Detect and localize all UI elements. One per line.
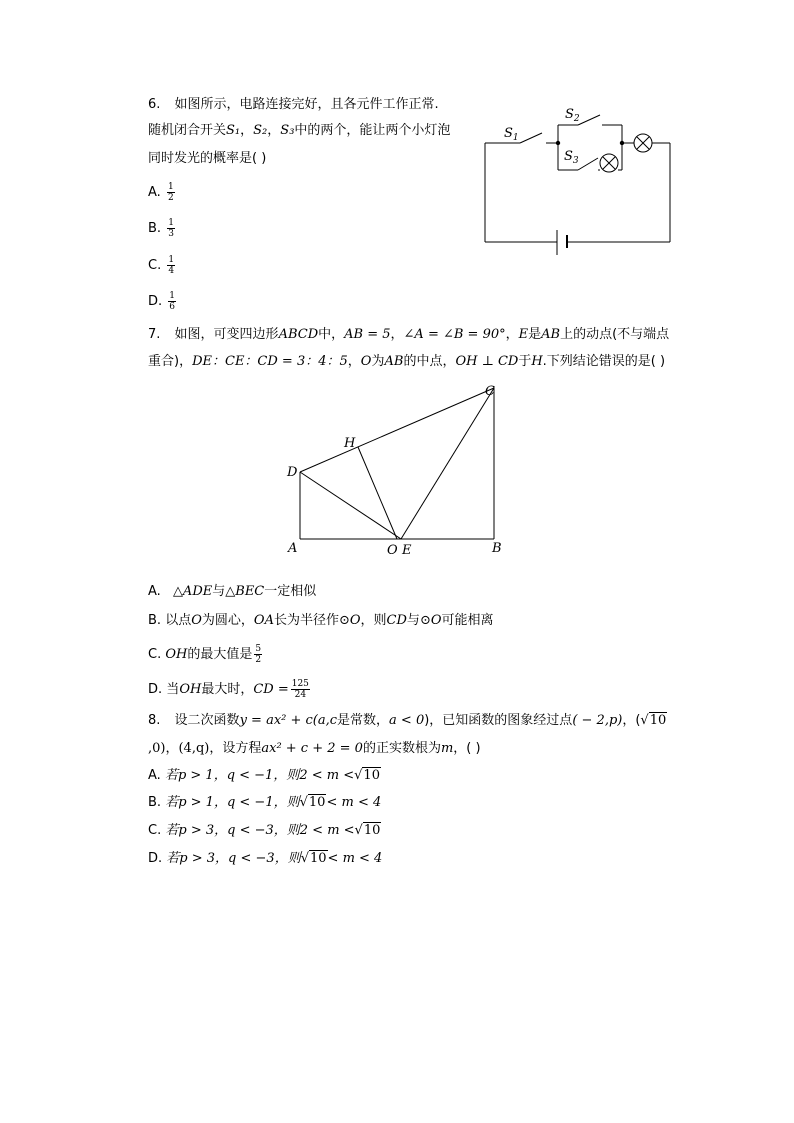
q7a-t3: △BEC xyxy=(225,584,265,599)
q7-t1c: 中， xyxy=(318,327,345,342)
q6-sep2: ， xyxy=(267,123,281,138)
q8a-cond: 若p > 1，q < −1，则 xyxy=(164,768,300,783)
q7-t2g: 的中点， xyxy=(403,354,456,369)
q7a-t1: △ADE xyxy=(172,584,213,599)
q8d-cond: 若p > 3，q < −3，则 xyxy=(166,851,301,866)
q7-option-b-label: B. xyxy=(148,613,162,628)
switch-s2-lever xyxy=(578,115,600,125)
q7-t1j: AB xyxy=(541,327,561,342)
q8-t1f: ( − 2,p) xyxy=(572,713,623,728)
q7-t1e: ， xyxy=(390,327,404,342)
q7-line1 xyxy=(148,326,669,344)
q7-t1h: E xyxy=(518,327,529,342)
q7-t1i: 是 xyxy=(528,327,542,342)
q7b-t6: ⊙O xyxy=(338,613,361,628)
q7-t2h: OH ⊥ CD xyxy=(455,354,519,369)
q6-switch3: S₃ xyxy=(280,123,295,138)
label-s1: $S_1$ xyxy=(504,126,519,143)
q8-t1d: a < 0 xyxy=(389,713,425,728)
q7-t2b: DE：CE：CD = 3：4：5 xyxy=(192,354,348,369)
q7d-t3: 最大时， xyxy=(201,682,254,697)
q8-sqrt: √10 xyxy=(640,713,667,728)
point-label-A: A xyxy=(288,541,298,556)
q7-number: 7. xyxy=(148,327,161,342)
q8-t2a: ,0)，(4,q)，设方程 xyxy=(148,741,262,756)
q6-text-2b: 中的两个，能让两个小灯泡 xyxy=(294,123,451,138)
q8d-post: < m < 4 xyxy=(327,851,383,866)
point-label-B: B xyxy=(492,541,502,556)
q7a-t2: 与 xyxy=(212,584,226,599)
q6-line3 xyxy=(148,150,266,168)
segment-OH xyxy=(358,447,397,539)
q7c-fraction: $\frac{5}{2}$ xyxy=(255,644,262,665)
q8a-sqrt: √10 xyxy=(354,768,380,783)
q8-option-a[interactable] xyxy=(148,767,381,785)
q7-t2i: 于 xyxy=(518,354,532,369)
q7-option-c-label: C. xyxy=(148,647,162,662)
q7-t1b: ABCD xyxy=(278,327,319,342)
q6-option-c[interactable] xyxy=(148,255,177,276)
q7b-t7: ，则 xyxy=(360,613,387,628)
label-s3: $S_3$ xyxy=(564,149,579,166)
q8-option-a-label: A. xyxy=(148,768,161,783)
q6-option-a-fraction: $\frac{1}{2}$ xyxy=(167,182,174,203)
q8c-cond: 若p > 3，q < −3，则 xyxy=(165,823,300,838)
q8-option-d-label: D. xyxy=(148,851,163,866)
circuit-diagram xyxy=(480,100,680,260)
q8-t1a: 设二次函数 xyxy=(174,713,240,728)
q7-option-d[interactable] xyxy=(148,679,312,700)
q7-t2a: 重合)， xyxy=(148,354,193,369)
q6-line1 xyxy=(148,96,439,114)
q6-switch1: S₁ xyxy=(226,123,241,138)
junction-right-dot xyxy=(620,141,624,145)
q8-option-c[interactable] xyxy=(148,822,381,840)
q6-option-b-label: B. xyxy=(148,221,162,236)
q8-t2d: m xyxy=(440,741,454,756)
q7d-t2: OH xyxy=(179,682,202,697)
q7b-t5: 长为半径作 xyxy=(273,613,339,628)
q6-option-c-fraction: $\frac{1}{4}$ xyxy=(168,255,175,276)
q8-t2e: ，( ) xyxy=(453,741,481,756)
q8-option-c-label: C. xyxy=(148,823,162,838)
segment-DE xyxy=(300,472,401,539)
point-label-C: C xyxy=(485,384,495,399)
q8b-post: < m < 4 xyxy=(326,795,382,810)
segment-DC xyxy=(300,388,494,472)
q8-option-d[interactable] xyxy=(148,850,382,868)
q8-t1g: ，( xyxy=(622,713,641,728)
label-s2: $S_2$ xyxy=(565,107,580,124)
q7-t1f: ∠A = ∠B = 90° xyxy=(403,327,506,342)
point-label-D: D xyxy=(287,465,298,480)
q8-option-b[interactable] xyxy=(148,794,381,812)
q7-option-a-label: A. xyxy=(148,584,161,599)
q7-t1a: 如图，可变四边形 xyxy=(174,327,279,342)
q7-t2f: AB xyxy=(384,354,404,369)
q6-text-1: 如图所示，电路连接完好，且各元件工作正常. xyxy=(174,97,439,112)
q7b-t9: 与 xyxy=(406,613,420,628)
geometry-figure xyxy=(280,378,520,558)
q7-option-a[interactable] xyxy=(148,583,316,601)
q7-t2j: H xyxy=(531,354,543,369)
q7-option-d-label: D. xyxy=(148,682,163,697)
q8-line2 xyxy=(148,740,481,758)
q6-option-a[interactable] xyxy=(148,182,177,203)
q6-text-3: 同时发光的概率是( ) xyxy=(148,151,267,166)
q7d-t1: 当 xyxy=(166,682,180,697)
q6-option-d-fraction: $\frac{1}{6}$ xyxy=(169,291,176,312)
q7-option-c[interactable] xyxy=(148,644,264,665)
q7b-t8: CD xyxy=(386,613,407,628)
q8c-pre: 2 < m < xyxy=(299,823,355,838)
q6-option-b-fraction: $\frac{1}{3}$ xyxy=(168,218,174,239)
q7d-t4: CD = xyxy=(253,682,289,697)
q8-number: 8. xyxy=(148,713,161,728)
q7-t1d: AB = 5 xyxy=(344,327,391,342)
q7-t2d: O xyxy=(360,354,372,369)
q6-switch2: S₂ xyxy=(253,123,268,138)
q8b-cond: 若p > 1，q < −1，则 xyxy=(165,795,300,810)
q6-option-c-label: C. xyxy=(148,258,162,273)
q8-t1b: y = ax² + c(a,c xyxy=(239,713,338,728)
q6-line2 xyxy=(148,122,450,140)
segment-EC xyxy=(401,388,494,539)
q7-option-b[interactable] xyxy=(148,612,494,630)
q8-t2c: 的正实数根为 xyxy=(362,741,441,756)
q8-t1c: 是常数， xyxy=(337,713,390,728)
point-label-O: O xyxy=(387,543,398,558)
q6-option-b[interactable] xyxy=(148,218,177,239)
q6-text-2a: 随机闭合开关 xyxy=(148,123,227,138)
q7-t2e: 为 xyxy=(371,354,385,369)
point-label-H: H xyxy=(344,436,356,451)
q8b-sqrt: √10 xyxy=(299,795,326,810)
q8-line1 xyxy=(148,712,667,730)
q8-t2b: ax² + c + 2 = 0 xyxy=(261,741,363,756)
q7d-fraction: $\frac{125}{24}$ xyxy=(291,679,309,700)
q7c-t1: OH xyxy=(165,647,188,662)
q8-option-b-label: B. xyxy=(148,795,162,810)
junction-left-dot xyxy=(556,141,560,145)
q7-t2c: ， xyxy=(347,354,361,369)
q6-sep1: ， xyxy=(240,123,254,138)
point-label-E: E xyxy=(402,543,412,558)
q7b-t3: 为圆心， xyxy=(201,613,254,628)
q7-t1k: 上的动点(不与端点 xyxy=(560,327,670,342)
q7b-t11: 可能相离 xyxy=(441,613,494,628)
q6-option-d[interactable] xyxy=(148,291,178,312)
q7-t1g: ， xyxy=(505,327,519,342)
q8d-sqrt: √10 xyxy=(300,851,327,866)
q8a-pre: 2 < m < xyxy=(299,768,355,783)
q7c-t2: 的最大值是 xyxy=(187,647,253,662)
switch-s1-lever xyxy=(520,133,542,143)
q7-t2k: .下列结论错误的是( ) xyxy=(542,354,666,369)
q7b-t10: ⊙O xyxy=(419,613,442,628)
q6-option-a-label: A. xyxy=(148,185,161,200)
q8-t1e: )，已知函数的图象经过点 xyxy=(424,713,573,728)
q7b-t1: 以点 xyxy=(165,613,192,628)
switch-s3-lever xyxy=(578,158,598,170)
q7-line2 xyxy=(148,353,665,371)
q6-number: 6. xyxy=(148,97,161,112)
q8c-sqrt: √10 xyxy=(354,823,381,838)
q7b-t2: O xyxy=(191,613,202,628)
q6-option-d-label: D. xyxy=(148,294,163,309)
q7b-t4: OA xyxy=(253,613,274,628)
q7a-t4: 一定相似 xyxy=(264,584,317,599)
